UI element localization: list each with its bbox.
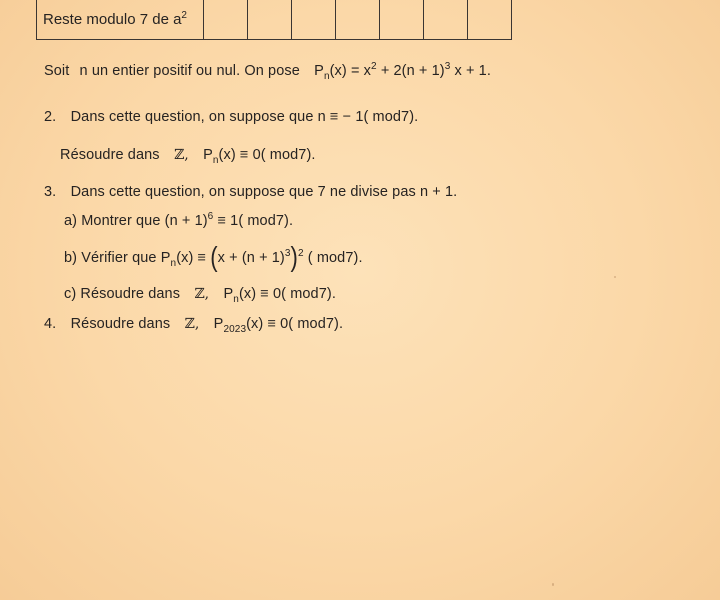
table-cell — [336, 0, 380, 40]
polynomial-definition: $P_n(x) = x^2 + 2(n + 1)^3$ x + 1. — [314, 61, 491, 82]
intro-statement: Soit n un entier positif ou nul. On pose $P_n(x) = x^2 + 2(n + 1)^3$ x + 1. — [44, 61, 491, 82]
question-number: 3. — [44, 184, 57, 200]
table-cell — [468, 0, 512, 40]
table-row — [37, 0, 512, 40]
paper-speck — [614, 276, 616, 278]
table-cell — [380, 0, 424, 40]
table-row-header: Reste modulo 7 de $a^2$ — [37, 0, 204, 40]
question-number: 2. — [44, 109, 57, 125]
table-cell — [204, 0, 248, 40]
question-3b: b) Vérifier que $P_n(x) \equiv (x + (n + 1)^3)^2$ ( mod7). — [64, 240, 363, 272]
table-cell — [424, 0, 468, 40]
question-3a: a) Montrer que $(n + 1)^6 \equiv 1$( mod7). — [64, 211, 294, 229]
question-number: 4. — [44, 316, 57, 332]
question-3: 3. Dans cette question, on suppose que 7 ne divise pas n + 1. — [44, 184, 458, 200]
table-cell — [248, 0, 292, 40]
question-4: 4. Résoudre dans ℤ, $P_{2023}(x) \equiv 0$( mod7). — [44, 316, 344, 335]
question-3c: c) Résoudre dans ℤ, $P_n(x) \equiv 0$( mod7). — [64, 286, 336, 305]
question-2: 2. Dans cette question, on suppose que n ≡ − 1( mod7). — [44, 109, 419, 125]
question-2-task: Résoudre dans ℤ, $P_n(x) \equiv 0$( mod7). — [60, 147, 316, 166]
residue-table — [36, 0, 512, 40]
paper-speck — [552, 583, 554, 586]
table-cell — [292, 0, 336, 40]
